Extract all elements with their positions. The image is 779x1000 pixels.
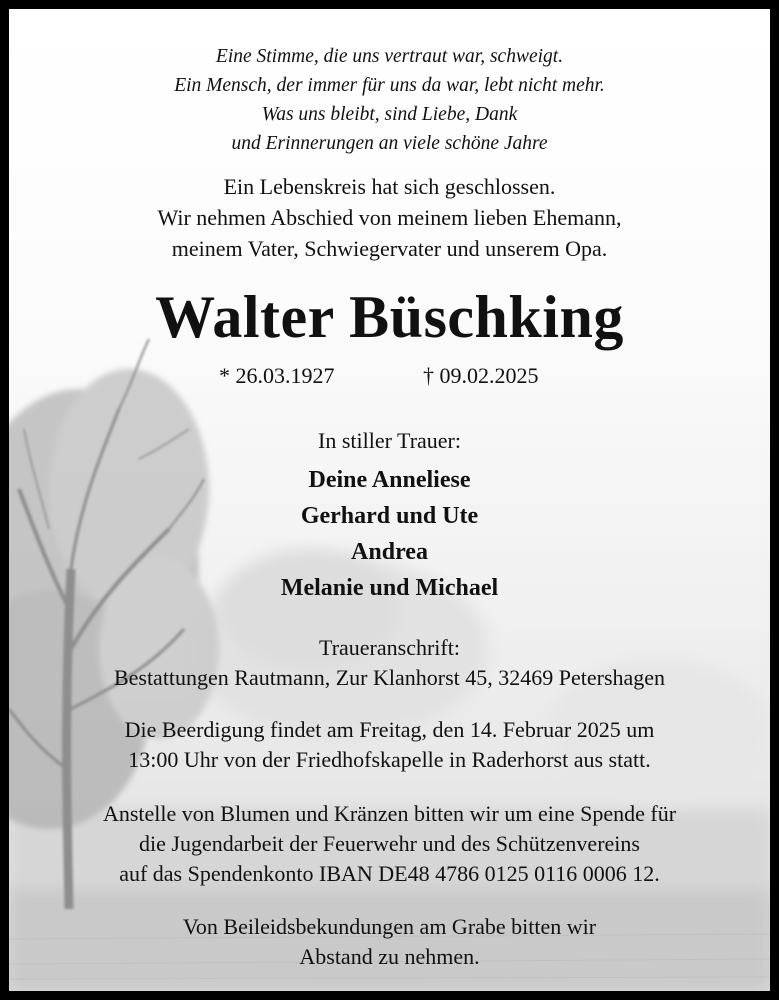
poem-line: Ein Mensch, der immer für uns da war, lebt nicht mehr. [174,75,605,96]
mourner-name: Deine Anneliese [308,467,471,493]
condolence-line: Abstand zu nehmen. [299,944,480,969]
funeral-line: Die Beerdigung findet am Freitag, den 14. Februar 2025 um [124,717,655,742]
donation-line: Anstelle von Blumen und Kränzen bitten wir um eine Spende für [102,801,677,826]
address-label: Traueranschrift: [319,635,460,660]
death-date: † 09.02.2025 [423,363,539,388]
mourning-label: In stiller Trauer: [318,428,461,453]
birth-date: * 26.03.1927 [219,363,335,388]
condolence-line: Von Beileidsbekundungen am Grabe bitten wir [182,914,597,939]
mourning-address [9,633,770,693]
farewell-intro [9,171,770,264]
donation-request [9,799,770,889]
poem-line: Eine Stimme, die uns vertraut war, schweigt. [215,46,564,67]
poem-line: Was uns bleibt, sind Liebe, Dank [261,104,518,125]
poem-line: und Erinnerungen an viele schöne Jahre [231,133,548,154]
mourners-list [9,462,770,606]
donation-line: die Jugendarbeit der Feuerwehr und des Schützenvereins [139,831,640,856]
intro-line: Wir nehmen Abschied von meinem lieben Ehemann, [157,205,622,230]
address-text: Bestattungen Rautmann, Zur Klanhorst 45, 32469 Petershagen [113,665,666,690]
funeral-line: 13:00 Uhr von der Friedhofskapelle in Raderhorst aus statt. [128,747,651,772]
funeral-info [9,715,770,775]
memorial-poem [9,42,770,158]
donation-line: auf das Spendenkonto IBAN DE48 4786 0125 0116 0006 12. [119,861,660,886]
condolence-note [9,912,770,972]
mourner-name: Melanie und Michael [280,575,499,601]
intro-line: Ein Lebenskreis hat sich geschlossen. [223,174,556,199]
intro-line: meinem Vater, Schwiegervater und unserem Opa. [171,236,608,261]
mourner-name: Andrea [351,539,428,565]
deceased-name: Walter Büschking [155,284,624,350]
mourner-name: Gerhard und Ute [300,503,479,529]
